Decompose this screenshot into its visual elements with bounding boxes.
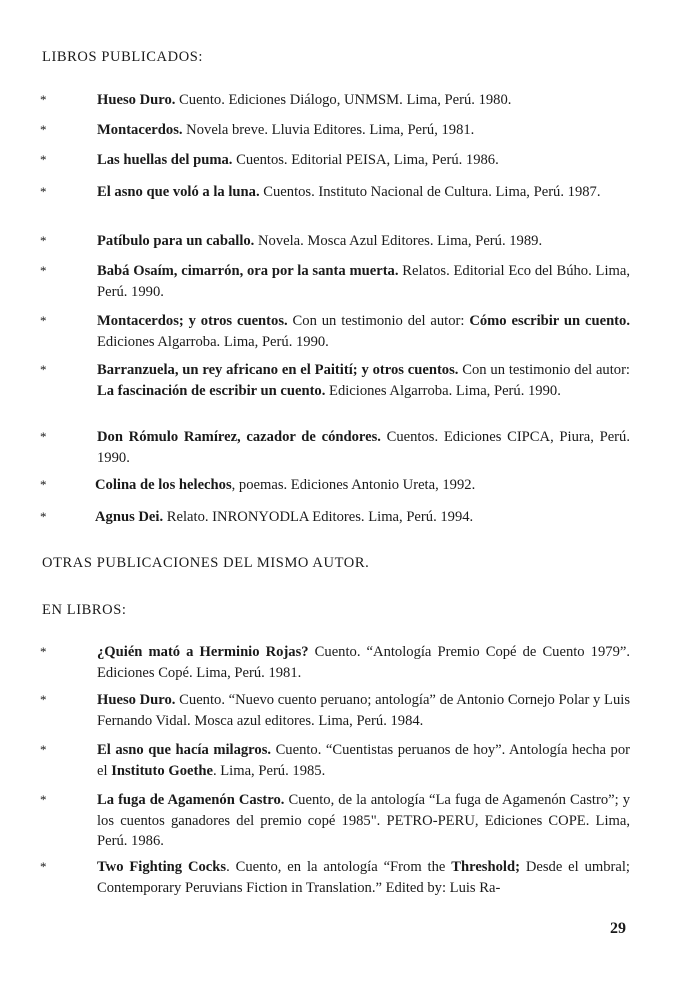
entry-text [97,690,630,731]
bullet-marker: * [40,792,47,807]
bullet-marker: * [40,429,47,444]
entry-title: Instituto Goethe [111,762,213,779]
page-number: 29 [610,920,626,937]
bullet-marker: * [40,233,47,248]
entry-details: Novela. Mosca Azul Editores. Lima, Perú. 1989. [254,233,543,249]
entry-details: Relatos. Editorial Eco del Búho. Lima, Perú. 1990. [97,263,630,300]
entry-title: Colina de los helechos [95,477,232,493]
bullet-marker: * [40,644,47,659]
entry-text [97,120,630,141]
entry-text [97,790,630,852]
entry-details: Cuento. “Cuentistas peruanos de hoy”. Antología hecha por el [97,742,630,779]
entry-title: Hueso Duro. [97,92,176,108]
entry-title: Montacerdos; y otros cuentos. [97,313,288,329]
entry-details: Con un testimonio del autor: [287,313,470,329]
entry-details: Cuentos. Instituto Nacional de Cultura. Lima, Perú. 1987. [259,184,601,200]
bullet-marker: * [40,313,47,328]
entry-details: Ediciones Algarroba. Lima, Perú. 1990. [97,333,329,350]
entry-details: , poemas. Ediciones Antonio Ureta, 1992. [231,477,476,493]
entry-title: Babá Osaím, cimarrón, ora por la santa muerta. [97,263,399,279]
entry-details: Ediciones Algarroba. Lima, Perú. 1990. [325,382,561,399]
bullet-marker: * [40,362,47,377]
other-publications-heading: OTRAS PUBLICACIONES DEL MISMO AUTOR. [42,555,370,571]
entry-title: El asno que voló a la luna. [97,184,260,200]
entry-text [97,857,630,898]
entry-title: Don Rómulo Ramírez, cazador de cóndores. [97,429,381,445]
entry-title: Las huellas del puma. [97,152,233,168]
bullet-marker: * [40,92,47,107]
entry-title: La fuga de Agamenón Castro. [97,792,285,808]
entry-text [95,475,628,496]
bullet-marker: * [40,509,47,524]
entry-details: Desde el umbral; Contemporary Peruvians Fiction in Translation.” Edited by: Luis Ra- [97,859,630,896]
entry-text [97,90,630,111]
entry-text [97,642,630,683]
bullet-marker: * [40,152,47,167]
bullet-marker: * [40,184,47,199]
entry-text [95,507,628,528]
bullet-marker: * [40,122,47,137]
entry-text [97,182,630,203]
entry-title: Agnus Dei. [95,509,164,525]
bullet-marker: * [40,692,47,707]
entry-title: Threshold; [451,859,520,875]
entry-details: . Lima, Perú. 1985. [212,762,326,779]
in-books-heading: EN LIBROS: [42,602,127,618]
entry-title: Hueso Duro. [97,692,176,708]
entry-details: Cuentos. Ediciones CIPCA, Piura, Perú. 1990. [97,429,630,466]
entry-title: Cómo escribir un cuento. [469,313,630,329]
entry-details: Relato. INRONYODLA Editores. Lima, Perú. 1994. [163,509,474,525]
bullet-marker: * [40,477,47,492]
entry-title: El asno que hacía milagros. [97,742,272,758]
entry-title: La fascinación de escribir un cuento. [97,382,326,399]
entry-text [97,360,630,401]
bullet-marker: * [40,859,47,874]
entry-text [97,311,630,352]
entry-title: Two Fighting Cocks [97,859,227,875]
bullet-marker: * [40,742,47,757]
entry-details: Cuento, de la antología “La fuga de Agamenón Castro”; y los cuentos ganadores del premio copé 1985". PETRO-PERU, Ediciones COPE. Lima, Perú. 1986. [97,792,630,849]
published-books-heading: LIBROS PUBLICADOS: [42,49,204,65]
entry-details: Cuento. “Nuevo cuento peruano; antología” de Antonio Cornejo Polar y Luis Fernando Vidal. Mosca azul editores. Lima, Perú. 1984. [97,692,630,729]
entry-title: Montacerdos. [97,122,183,138]
entry-text [97,261,630,302]
entry-details: Novela breve. Lluvia Editores. Lima, Perú, 1981. [182,122,475,138]
bullet-marker: * [40,263,47,278]
entry-text [97,231,630,252]
entry-text [97,150,630,171]
entry-details: Con un testimonio del autor: [458,362,630,378]
entry-details: Cuentos. Editorial PEISA, Lima, Perú. 1986. [232,152,499,168]
entry-details: . Cuento, en la antología “From the [226,859,452,875]
entry-title: Patíbulo para un caballo. [97,233,255,249]
entry-title: Barranzuela, un rey africano en el Paitití; y otros cuentos. [97,362,459,378]
entry-text [97,427,630,468]
entry-details: Cuento. “Antología Premio Copé de Cuento 1979”. Ediciones Copé. Lima, Perú. 1981. [97,644,630,681]
entry-title: ¿Quién mató a Herminio Rojas? [97,644,309,660]
entry-details: Cuento. Ediciones Diálogo, UNMSM. Lima, Perú. 1980. [175,92,512,108]
entry-text [97,740,630,781]
